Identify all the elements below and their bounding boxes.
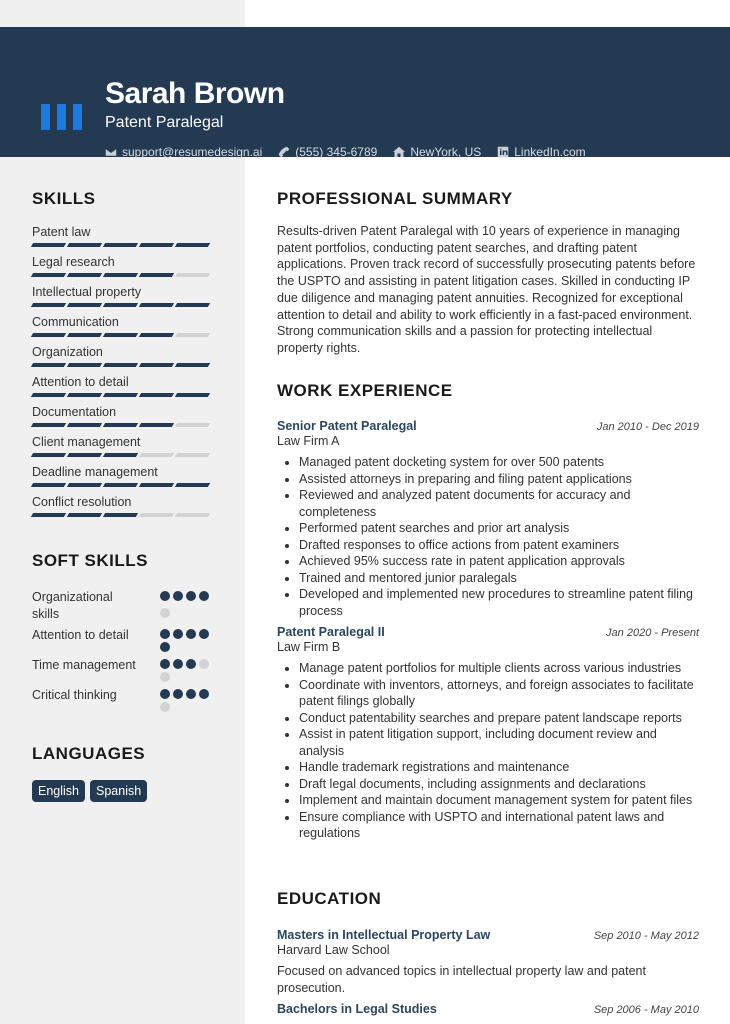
skill-item: [32, 493, 212, 517]
rating-bar: [103, 483, 138, 487]
experience-section: [277, 381, 699, 842]
rating-dot: [199, 659, 209, 669]
rating-bar: [31, 303, 66, 307]
rating-dot: [160, 702, 170, 712]
rating-bar: [103, 453, 138, 457]
rating-bar: [31, 333, 66, 337]
summary-title: PROFESSIONAL SUMMARY: [277, 189, 513, 208]
rating-bar: [175, 453, 210, 457]
rating-bar: [139, 393, 174, 397]
rating-bar: [103, 423, 138, 427]
job-bullets: [277, 660, 699, 842]
rating-bar: [67, 453, 102, 457]
skill-rating-bars: [32, 393, 212, 397]
rating-bar: [175, 423, 210, 427]
languages-title: LANGUAGES: [32, 744, 146, 763]
job-bullet: • Assist in patent litigation support, including document review and analysis: [299, 726, 699, 759]
soft-skill-item: [32, 589, 212, 622]
rating-bar: [175, 333, 210, 337]
rating-bar: [67, 513, 102, 517]
skill-rating-bars: [32, 273, 212, 277]
skill-label: Organization: [32, 345, 103, 359]
skills-section: [32, 189, 212, 523]
languages-list: [32, 780, 212, 802]
rating-bar: [139, 513, 174, 517]
education-section: [277, 889, 699, 1016]
language-badge: Spanish: [90, 780, 147, 802]
job-bullet: • Assisted attorneys in preparing and filing patent applications: [299, 471, 699, 488]
soft-skill-item: [32, 657, 212, 682]
rating-bar: [31, 453, 66, 457]
rating-bar: [175, 483, 210, 487]
rating-bar: [139, 483, 174, 487]
rating-dot: [199, 591, 209, 601]
rating-bar: [31, 243, 66, 247]
languages-section: [32, 744, 212, 802]
job-bullets: [277, 454, 699, 619]
rating-bar: [139, 243, 174, 247]
rating-bar: [67, 363, 102, 367]
jobs-list: [277, 419, 699, 842]
skill-label: Communication: [32, 315, 119, 329]
rating-bar: [67, 423, 102, 427]
rating-bar: [103, 513, 138, 517]
rating-bar: [139, 333, 174, 337]
rating-bar: [31, 363, 66, 367]
skill-label: Conflict resolution: [32, 495, 132, 509]
job-company: Law Firm A: [277, 434, 340, 448]
job-bullet: • Performed patent searches and prior art analysis: [299, 520, 699, 537]
job-bullet: • Implement and maintain document management system for patent files: [299, 792, 699, 809]
soft-skill-label: Organizational skills: [32, 590, 113, 621]
rating-bar: [31, 273, 66, 277]
contact-phone[interactable]: [278, 145, 377, 159]
skill-item: [32, 253, 212, 277]
rating-bar: [175, 513, 210, 517]
education-entry: [277, 1002, 699, 1016]
education-degree: Masters in Intellectual Property Law: [277, 928, 491, 942]
rating-bar: [67, 303, 102, 307]
skill-rating-bars: [32, 513, 212, 517]
rating-bar: [31, 423, 66, 427]
skill-item: [32, 463, 212, 487]
rating-bar: [103, 273, 138, 277]
linkedin-text: LinkedIn.com: [514, 145, 586, 159]
education-entry: [277, 928, 699, 996]
rating-bar: [139, 363, 174, 367]
home-icon: [393, 146, 405, 158]
summary-section: [277, 189, 699, 357]
rating-dot: [173, 689, 183, 699]
rating-dot: [160, 659, 170, 669]
rating-dot: [160, 629, 170, 639]
skill-label: Deadline management: [32, 465, 158, 479]
skill-label: Documentation: [32, 405, 117, 419]
email-text: support@resumedesign.ai: [122, 145, 263, 159]
soft-skills-title: SOFT SKILLS: [32, 551, 148, 570]
job-bullet: • Manage patent portfolios for multiple clients across various industries: [299, 660, 699, 677]
job-bullet: • Conduct patentability searches and prepare patent landscape reports: [299, 710, 699, 727]
job-title: Patent Paralegal II: [277, 625, 385, 639]
skill-item: [32, 283, 212, 307]
skill-label: Legal research: [32, 255, 115, 269]
phone-text: (555) 345-6789: [295, 145, 378, 159]
rating-dot: [160, 591, 170, 601]
job-bullet: • Achieved 95% success rate in patent application approvals: [299, 553, 699, 570]
rating-dot: [186, 659, 196, 669]
linkedin-icon: [497, 146, 509, 158]
summary-text: Results-driven Patent Paralegal with 10 years of experience in managing patent portfolios, conducting patent searches, and drafting patent applications. Proven track record of successfully prosecuting patents before the USPTO and assisting in patent litigation cases. Skilled in conducting IP due diligence and managing patent annuities. Recognized for exceptional attention to detail and ability to work efficiently in a fast-paced environment. Strong communication skills and a passion for protecting intellectual property rights.: [277, 224, 696, 355]
soft-skill-item: [32, 687, 212, 712]
skill-rating-bars: [32, 453, 212, 457]
skills-list: [32, 223, 212, 517]
rating-bar: [103, 393, 138, 397]
job-bullet: • Reviewed and analyzed patent documents for accuracy and completeness: [299, 487, 699, 520]
soft-skill-rating-dots: [160, 589, 212, 622]
skills-title: SKILLS: [32, 189, 96, 208]
job-entry: [277, 625, 699, 842]
skill-label: Intellectual property: [32, 285, 142, 299]
experience-title: WORK EXPERIENCE: [277, 381, 453, 400]
skill-item: [32, 403, 212, 427]
education-school: Harvard Law School: [277, 943, 390, 957]
education-header: [277, 1002, 699, 1016]
rating-bar: [175, 303, 210, 307]
envelope-icon: [105, 146, 117, 158]
rating-dot: [186, 689, 196, 699]
job-header: [277, 625, 699, 639]
education-title: EDUCATION: [277, 889, 382, 908]
rating-bar: [67, 393, 102, 397]
rating-dot: [173, 591, 183, 601]
phone-icon: [278, 146, 290, 158]
rating-bar: [139, 453, 174, 457]
rating-dot: [160, 689, 170, 699]
soft-skill-rating-dots: [160, 657, 212, 682]
rating-bar: [103, 333, 138, 337]
skill-label: Patent law: [32, 225, 91, 239]
candidate-name: Sarah Brown: [105, 77, 285, 110]
skill-rating-bars: [32, 243, 212, 247]
job-bullet: • Trained and mentored junior paralegals: [299, 570, 699, 587]
rating-bar: [67, 333, 102, 337]
rating-bar: [175, 243, 210, 247]
job-bullet: • Draft legal documents, including assignments and declarations: [299, 776, 699, 793]
soft-skill-label: Attention to detail: [32, 628, 129, 642]
soft-skill-label: Time management: [32, 658, 136, 672]
resume-header: [0, 27, 730, 157]
language-badge: English: [32, 780, 85, 802]
job-bullet: • Drafted responses to office actions from patent examiners: [299, 537, 699, 554]
rating-bar: [139, 303, 174, 307]
job-title: Senior Patent Paralegal: [277, 419, 417, 433]
rating-dot: [173, 629, 183, 639]
rating-bar: [139, 423, 174, 427]
skill-rating-bars: [32, 303, 212, 307]
skill-rating-bars: [32, 423, 212, 427]
rating-bar: [67, 483, 102, 487]
job-bullet: • Ensure compliance with USPTO and international patent laws and regulations: [299, 809, 699, 842]
rating-bar: [103, 243, 138, 247]
soft-skill-item: [32, 627, 212, 652]
rating-dot: [199, 629, 209, 639]
job-bullet: • Managed patent docketing system for over 500 patents: [299, 454, 699, 471]
skill-item: [32, 223, 212, 247]
job-bullet: • Coordinate with inventors, attorneys, and foreign associates to facilitate patent filings globally: [299, 677, 699, 710]
skill-rating-bars: [32, 363, 212, 367]
soft-skill-rating-dots: [160, 627, 212, 652]
job-entry: [277, 419, 699, 619]
rating-dot: [173, 659, 183, 669]
soft-skills-section: [32, 551, 212, 717]
rating-bar: [67, 243, 102, 247]
rating-bar: [139, 273, 174, 277]
skill-label: Client management: [32, 435, 141, 449]
rating-dot: [186, 629, 196, 639]
job-date: Jan 2020 - Present: [606, 627, 699, 639]
skill-label: Attention to detail: [32, 375, 129, 389]
education-date: Sep 2006 - May 2010: [593, 1004, 699, 1017]
rating-bar: [67, 273, 102, 277]
rating-dot: [160, 672, 170, 682]
rating-bar: [103, 303, 138, 307]
rating-dot: [160, 608, 170, 618]
job-bullet: • Developed and implemented new procedures to streamline patent filing process: [299, 586, 699, 619]
job-company: Law Firm B: [277, 640, 341, 654]
contact-row: [105, 145, 586, 159]
rating-bar: [175, 363, 210, 367]
skill-rating-bars: [32, 483, 212, 487]
rating-dot: [199, 689, 209, 699]
job-header: [277, 419, 699, 433]
rating-bar: [31, 483, 66, 487]
contact-linkedin[interactable]: [497, 145, 585, 159]
education-list: [277, 928, 699, 1016]
rating-bar: [31, 513, 66, 517]
rating-bar: [103, 363, 138, 367]
candidate-title: Patent Paralegal: [105, 114, 224, 131]
rating-bar: [31, 393, 66, 397]
soft-skill-rating-dots: [160, 687, 212, 712]
soft-skill-label: Critical thinking: [32, 688, 117, 702]
education-header: [277, 928, 699, 942]
contact-email[interactable]: [105, 145, 262, 159]
skill-rating-bars: [32, 333, 212, 337]
location-text: NewYork, US: [410, 145, 482, 159]
rating-bar: [175, 393, 210, 397]
job-date: Jan 2010 - Dec 2019: [596, 421, 699, 433]
skill-item: [32, 373, 212, 397]
skill-item: [32, 433, 212, 457]
skill-item: [32, 343, 212, 367]
skill-item: [32, 313, 212, 337]
logo-bars-icon: [41, 104, 82, 130]
education-degree: Bachelors in Legal Studies: [277, 1002, 437, 1017]
education-description: Focused on advanced topics in intellectual property law and patent prosecution.: [277, 964, 646, 995]
contact-location: [393, 145, 481, 159]
rating-dot: [186, 591, 196, 601]
soft-skills-list: [32, 589, 212, 712]
rating-bar: [175, 273, 210, 277]
rating-dot: [160, 642, 170, 652]
education-date: Sep 2010 - May 2012: [593, 930, 699, 942]
job-bullet: • Handle trademark registrations and maintenance: [299, 759, 699, 776]
